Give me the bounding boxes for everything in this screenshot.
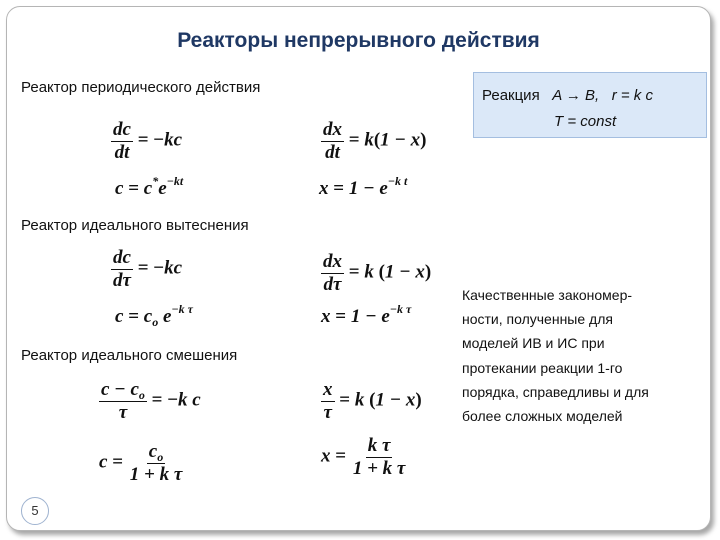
cstr-equation-x: $\frac{x}{\tau}$ = k (1 − x) (323, 379, 422, 423)
section-plug-flow-reactor: Реактор идеального вытеснения (21, 217, 249, 234)
reaction-line (482, 87, 653, 104)
pfr-rate-equation-x: $\frac{dx}{d\tau}$ = k (1 − x) (323, 251, 432, 295)
reaction-scheme: A → B, (552, 87, 600, 104)
section-batch-reactor: Реактор периодического действия (21, 79, 261, 96)
conclusion-note (462, 283, 712, 428)
cstr-equation-c: $\frac{c - c_o}{\tau}$ = −k c (101, 379, 201, 423)
batch-rate-equation-x: $\frac{dx}{dt}$ = k(1 − x) (323, 119, 427, 163)
note-line: протекании реакции 1-го (462, 359, 623, 376)
pfr-solution-c: $c = c_o$ $e^{-k \tau}$ (115, 302, 193, 329)
batch-rate-equation-c: $\frac{dc}{dt}$ = −kc (113, 119, 183, 163)
page-number: 5 (21, 497, 49, 525)
batch-solution-c: $c = c^*e^{-kt}$ (115, 174, 184, 199)
note-line: ности, полученные для (462, 311, 613, 328)
pfr-rate-equation-c: $\frac{dc}{d\tau}$ = −kc (113, 247, 183, 291)
pfr-solution-x: $x = 1 - e^{-k \tau}$ (321, 302, 412, 327)
batch-solution-x: $x = 1 - e^{-k t}$ (319, 174, 408, 199)
slide-title: Реакторы непрерывного действия (177, 29, 540, 52)
note-line: порядка, справедливы и для (462, 383, 649, 400)
note-line: более сложных моделей (462, 408, 623, 425)
cstr-solution-x: x = $\frac{\text{k τ}}{\text{1 + k τ}}$ (321, 435, 406, 479)
reaction-rate-law: r = k c (611, 87, 653, 104)
slide (6, 6, 711, 531)
note-line: моделей ИВ и ИС при (462, 335, 605, 352)
note-line: Качественные закономер- (462, 287, 633, 303)
section-cstr: Реактор идеального смешения (21, 347, 238, 364)
reaction-info-box (473, 72, 707, 138)
cstr-solution-c: c = $\frac{c_o}{\text{1 + k τ}}$ (99, 441, 183, 485)
temperature-condition: T = const (554, 113, 617, 130)
reaction-label: Реакция (482, 87, 540, 104)
